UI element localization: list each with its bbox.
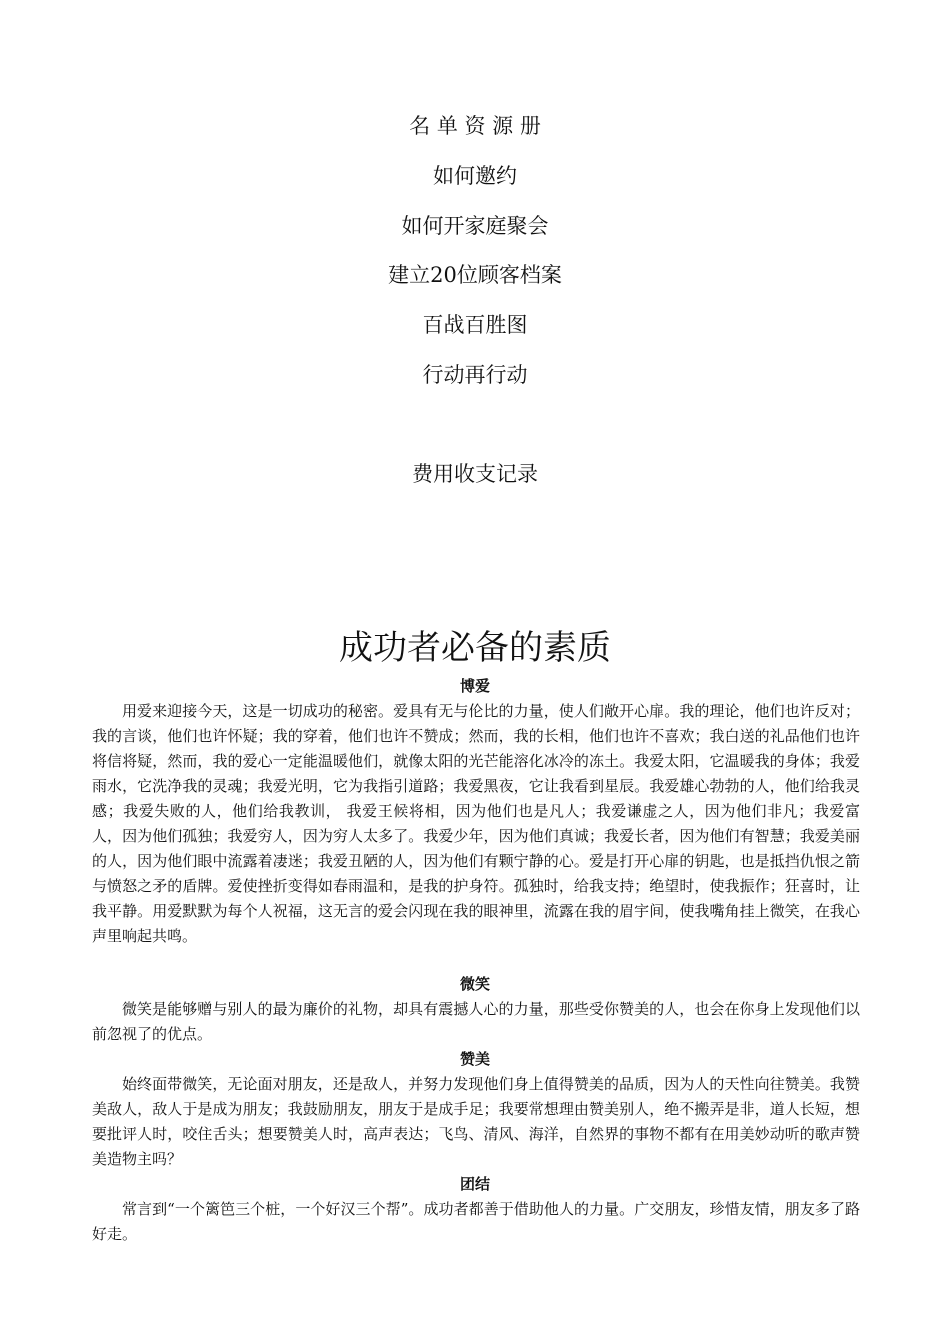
section-body-unity: 常言到“一个篱笆三个桩，一个好汉三个帮”。成功者都善于借助他人的力量。广交朋友，珍惜友情，朋友多了路好走。: [92, 1200, 860, 1243]
toc-item-invitation: 如何邀约: [433, 164, 517, 188]
section-body-smile: 微笑是能够赠与别人的最为廉价的礼物，却具有震撼人心的力量，那些受你赞美的人，也会在你身上发现他们以前忽视了的优点。: [92, 1000, 860, 1043]
toc-item-customer-files: 建立20位顾客档案: [388, 263, 562, 287]
toc-item-action: 行动再行动: [422, 363, 528, 387]
toc-item-name-list: 名 单 资 源 册: [409, 114, 541, 138]
section-heading-unity: 团结: [459, 1175, 490, 1193]
section-body-praise: 始终面带微笑，无论面对朋友，还是敌人，并努力发现他们身上值得赞美的品质，因为人的天性向往赞美。我赞美敌人，敌人于是成为朋友；我鼓励朋友，朋友于是成手足；我要常想理由赞美别人，绝不搬弄是非，道人长短，想要批评人时，咬住舌头；想要赞美人时，高声表达；飞鸟、清风、海洋，自然界的事物不都有在用美妙动听的歌声赞美造物主吗？: [92, 1075, 860, 1168]
article-title: 成功者必备的素质: [339, 628, 611, 668]
toc-item-expense-record: 费用收支记录: [412, 462, 538, 486]
section-heading-love: 博爱: [459, 677, 490, 695]
toc-item-winning-chart: 百战百胜图: [422, 313, 528, 337]
toc-item-home-party: 如何开家庭聚会: [401, 214, 549, 238]
section-heading-smile: 微笑: [459, 975, 490, 993]
section-body-love: 用爱来迎接今天，这是一切成功的秘密。爱具有无与伦比的力量，使人们敞开心扉。我的理论，他们也许反对；我的言谈，他们也许怀疑；我的穿着，他们也许不赞成；然而，我的长相，他们也许不喜欢；我白送的礼品他们也许将信将疑，然而，我的爱心一定能温暖他们，就像太阳的光芒能溶化冰冷的冻土。我爱太阳，它温暖我的身体；我爱雨水，它洗净我的灵魂；我爱光明，它为我指引道路；我爱黑夜，它让我看到星辰。我爱雄心勃勃的人，他们给我灵感；我爱失败的人，他们给我教训， 我爱王候将相，因为他们也是凡人；我爱谦虚之人，因为他们非凡；我爱富人，因为他们孤独；我爱穷人，因为穷人太多了。我爱少年，因为他们真诚；我爱长者，因为他们有智慧；我爱美丽的人，因为他们眼中流露着凄迷；我爱丑陋的人，因为他们有颗宁静的心。爱是打开心扉的钥匙，也是抵挡仇恨之箭与愤怒之矛的盾牌。爱使挫折变得如春雨温和，是我的护身符。孤独时，给我支持；绝望时，使我振作；狂喜时，让我平静。用爱默默为每个人祝福，这无言的爱会闪现在我的眼神里，流露在我的眉宇间，使我嘴角挂上微笑，在我心声里响起共鸣。: [92, 702, 860, 945]
section-heading-praise: 赞美: [459, 1050, 490, 1068]
